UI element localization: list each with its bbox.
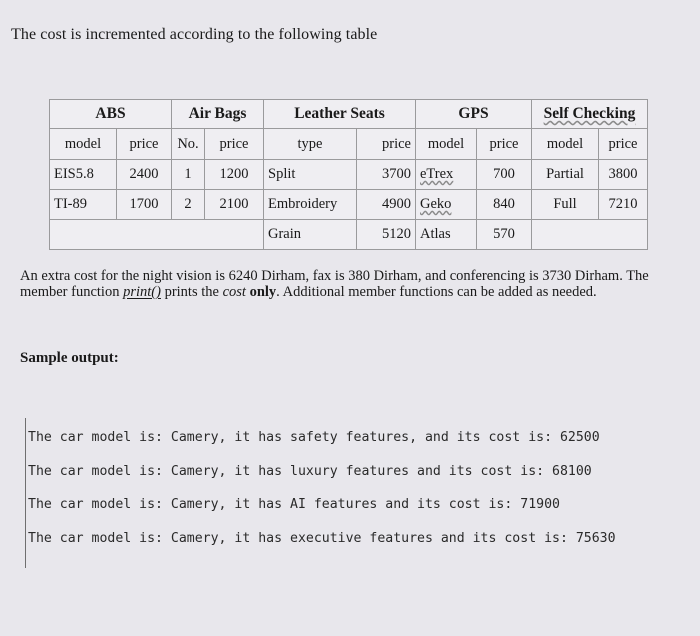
sub-header-cell: model [50, 129, 117, 160]
sub-header-cell: model [532, 129, 599, 160]
table-cell: TI-89 [50, 190, 117, 220]
output-line: The car model is: Camery, it has luxury features and its cost is: 68100 [28, 464, 592, 479]
table-cell-empty [50, 220, 264, 250]
table-cell: 570 [477, 220, 532, 250]
table-cell-empty [532, 220, 648, 250]
table-cell: 3700 [357, 160, 416, 190]
table-cell: 5120 [357, 220, 416, 250]
table-cell: Grain [264, 220, 357, 250]
table-cell: Partial [532, 160, 599, 190]
cost-table [49, 99, 648, 250]
table-row [50, 160, 648, 190]
group-header-row [50, 100, 648, 129]
table-cell: Geko [416, 190, 477, 220]
sub-header-cell: price [599, 129, 648, 160]
sub-header-cell: No. [172, 129, 205, 160]
table-cell: Split [264, 160, 357, 190]
sub-header-cell: type [264, 129, 357, 160]
table-row [50, 190, 648, 220]
header-self-checking: Self Checking [532, 100, 648, 129]
table-cell: 840 [477, 190, 532, 220]
table-cell: 1200 [205, 160, 264, 190]
header-abs: ABS [50, 100, 172, 129]
table-cell: 2 [172, 190, 205, 220]
table-cell: 2100 [205, 190, 264, 220]
table-cell: 700 [477, 160, 532, 190]
table-cell: 2400 [117, 160, 172, 190]
header-air-bags: Air Bags [172, 100, 264, 129]
sample-output-label: Sample output: [20, 350, 119, 366]
header-leather-seats: Leather Seats [264, 100, 416, 129]
sub-header-cell: price [205, 129, 264, 160]
table-cell: 1 [172, 160, 205, 190]
table-cell: EIS5.8 [50, 160, 117, 190]
table-row [50, 220, 648, 250]
sub-header-row [50, 129, 648, 160]
table-cell: Embroidery [264, 190, 357, 220]
sub-header-cell: price [477, 129, 532, 160]
output-line: The car model is: Camery, it has AI features and its cost is: 71900 [28, 497, 560, 512]
table-cell: 4900 [357, 190, 416, 220]
header-gps: GPS [416, 100, 532, 129]
table-cell: Atlas [416, 220, 477, 250]
sub-header-cell: model [416, 129, 477, 160]
output-line: The car model is: Camery, it has safety features, and its cost is: 62500 [28, 430, 600, 445]
print-function-name: print() [123, 284, 161, 300]
table-cell: 3800 [599, 160, 648, 190]
table-cell: eTrex [416, 160, 477, 190]
description-paragraph: An extra cost for the night vision is 6240 Dirham, fax is 380 Dirham, and conferencing is 3730 Dirham. The member function print() prints the cost only. Additional member functions can be added as needed. [20, 268, 649, 300]
intro-text: The cost is incremented according to the following table [11, 26, 378, 43]
sub-header-cell: price [357, 129, 416, 160]
table-cell: 1700 [117, 190, 172, 220]
sub-header-cell: price [117, 129, 172, 160]
table-cell: Full [532, 190, 599, 220]
output-console [25, 418, 676, 568]
output-line: The car model is: Camery, it has executive features and its cost is: 75630 [28, 531, 616, 546]
table-cell: 7210 [599, 190, 648, 220]
